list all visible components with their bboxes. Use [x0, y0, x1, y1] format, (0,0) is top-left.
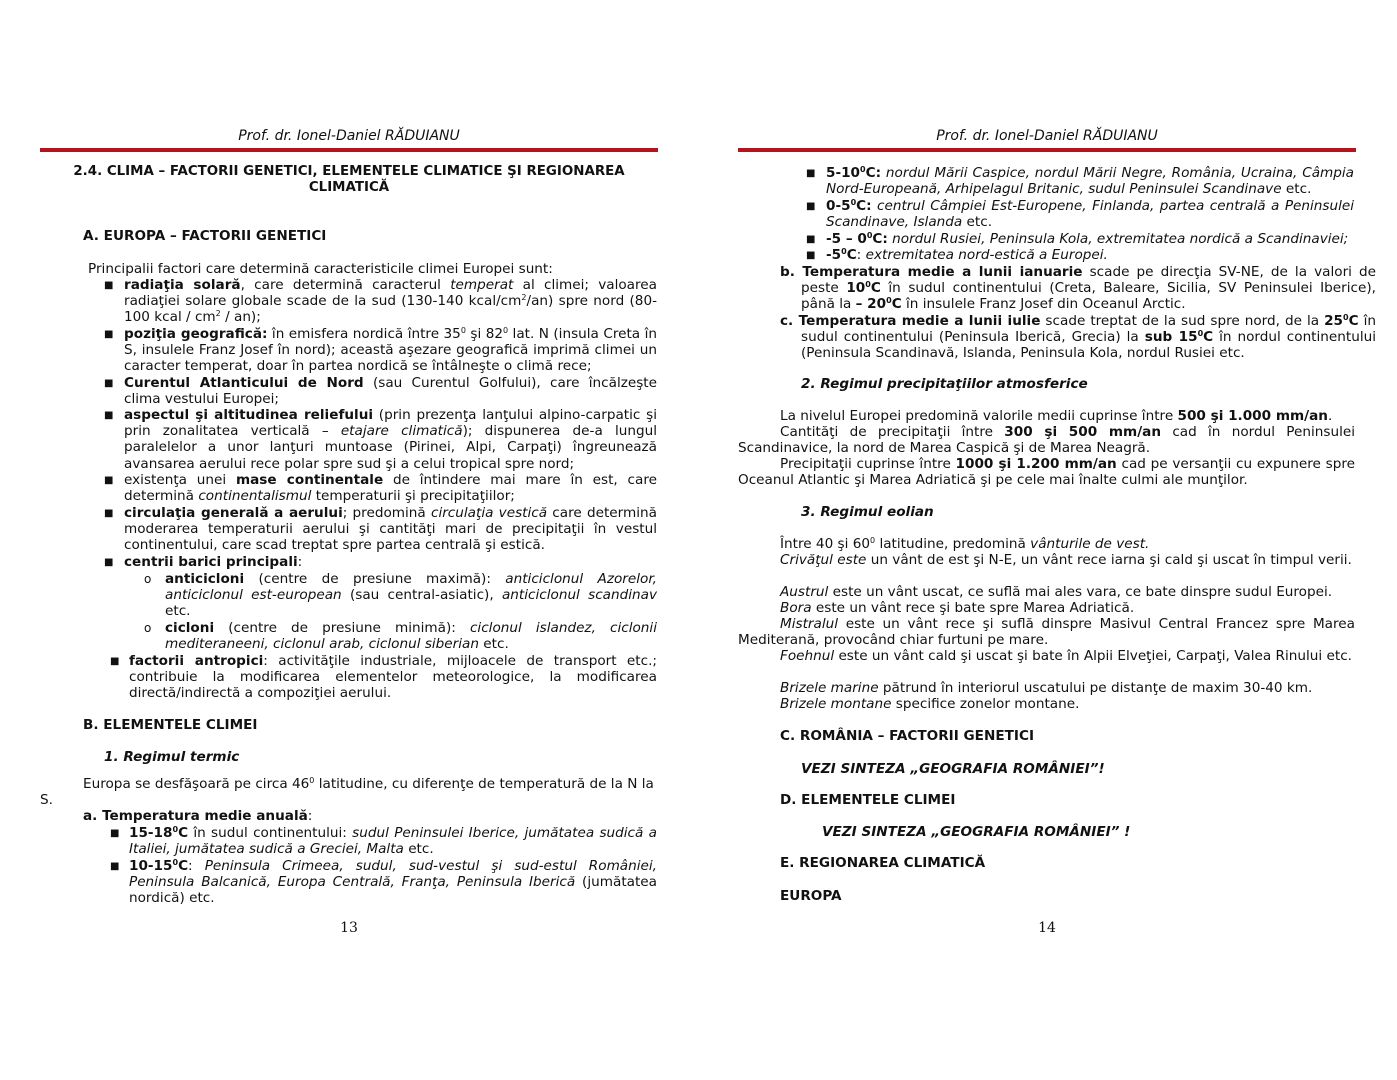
term: poziţia geografică:: [124, 326, 268, 342]
unit: C: [178, 858, 189, 874]
page-number: 13: [340, 920, 358, 936]
section-b-heading: B. ELEMENTELE CLIMEI: [83, 717, 258, 733]
value: 10: [846, 280, 866, 297]
text: cad în nordul Peninsulei Scandinavice, la nord de Marea Caspică şi de Marea Neagră.: [738, 424, 1355, 457]
text: pătrund în interiorul uscatului pe distanţe de maxim 30-40 km.: [878, 680, 1313, 696]
text: şi 82: [465, 326, 503, 342]
text: de întindere mai mare în est, care determină: [124, 472, 657, 505]
text: specifice zonelor montane.: [891, 696, 1080, 712]
text: Între 40 şi 60: [780, 536, 871, 552]
text: Precipitaţii cuprinse între: [780, 456, 956, 472]
value: 0-5: [826, 198, 851, 214]
header-rule: [40, 148, 658, 152]
unit: C: [891, 296, 902, 313]
term: anticicloni: [165, 571, 245, 587]
value: 300 şi 500 mm/an: [1004, 424, 1162, 440]
bullet-icon: ■: [104, 280, 114, 291]
text: (sau Curentul Golfului), care încălzeşte clima vestului Europei;: [124, 375, 657, 408]
factor-air-circulation: [124, 505, 657, 554]
text: în emisfera nordică între 35: [267, 326, 461, 342]
text: existenţa unei: [124, 472, 236, 488]
value: 5-10: [826, 165, 861, 181]
text: în sudul continentului (Creta, Baleare, Sicilia, SV Peninsulei Iberice), până la: [801, 280, 1376, 313]
term: circulaţia generală a aerului: [124, 505, 343, 521]
bullet-icon: ■: [104, 329, 114, 340]
wind-mistral: [738, 616, 1355, 648]
text: (centre de presiune maximă):: [244, 571, 506, 587]
cyclones-item: [165, 620, 657, 652]
wind-austru: [780, 584, 1355, 600]
wind-crivat: [780, 552, 1355, 568]
emphasis: continentalismul: [198, 488, 312, 505]
emphasis: ciclonul islandez, ciclonii mediteraneeni, ciclonul arab, ciclonul siberian: [165, 620, 657, 653]
bullet-icon: ■: [110, 828, 120, 839]
text: latitudine, predomină: [875, 536, 1031, 552]
text: în sudul continentului (Peninsula Iberică, Grecia) la: [801, 313, 1376, 346]
text: care determină moderarea temperaturii aerului şi cantităţi mari de precipitaţii în vestul continentului, care scad treptat spre partea centrală şi estică.: [124, 505, 657, 554]
term: factorii antropici: [129, 653, 264, 669]
emphasis: circulaţia vestică: [430, 505, 548, 521]
value: 10-15: [129, 858, 173, 874]
term: radiaţia solară: [124, 277, 241, 293]
text: este un vânt uscat, ce suflă mai ales vara, ce bate dinspre sudul Europei.: [828, 584, 1333, 600]
term: aspectul şi altitudinea reliefului: [124, 407, 374, 423]
emphasis: vânturile de vest.: [1030, 536, 1150, 552]
unit: C: [846, 247, 857, 263]
superscript: 2: [215, 309, 221, 319]
unit: C: [1203, 329, 1214, 346]
text: etc.: [962, 214, 993, 231]
term: Curentul Atlanticului de Nord: [124, 375, 364, 391]
factor-gulf-stream: [124, 375, 657, 407]
text: :: [856, 247, 866, 263]
section-a-heading: A. EUROPA – FACTORII GENETICI: [83, 228, 327, 244]
temperature-minus5: [826, 247, 1354, 263]
text: scade pe direcţia SV-NE, de la valori de peste: [801, 264, 1377, 297]
text: : activităţile industriale, mijloacele de transport etc.; contribuie la modificarea elementelor meteorologice, la modificarea directă/indirectă a compoziţiei aerului.: [129, 653, 657, 702]
superscript: 2: [521, 293, 527, 303]
emphasis: nordul Mării Caspice, nordul Mării Negre, România, Ucraina, Câmpia Nord-Europeană, Arhipelagul Britanic, sudul Peninsulei Scandinave: [826, 165, 1354, 198]
text: ; predomină: [342, 505, 431, 521]
factor-geographic-position: [124, 326, 657, 375]
text: etc.: [1281, 181, 1312, 198]
precipitation-paragraph-3: [738, 456, 1355, 488]
anticyclones-item: [165, 571, 657, 620]
value: – 20: [855, 296, 887, 313]
text: :: [307, 808, 313, 824]
superscript: 0: [460, 326, 466, 335]
wind-name: Brizele marine: [780, 680, 879, 696]
factor-relief: [124, 407, 657, 472]
text: cad pe versanţii cu expunere spre Oceanul Atlantic şi Marea Adriatică şi pe cele mai înalte culmi ale munţilor.: [738, 456, 1355, 489]
text: în nordul continentului (Peninsula Scandinavă, Islanda, Peninsula Kola, nordul Rusiei etc.: [801, 329, 1377, 362]
text: un vânt de est şi N-E, un vânt rece iarna şi cald şi uscat în timpul verii.: [866, 552, 1352, 568]
superscript: 0: [172, 825, 179, 834]
text: este un vânt cald şi uscat şi bate în Alpii Elveţiei, Carpaţi, Valea Rinului etc.: [834, 648, 1352, 664]
text: este un vânt rece şi bate spre Marea Adriatică.: [811, 600, 1135, 616]
europe-latitude-line-end: S.: [40, 792, 53, 808]
bullet-icon: ■: [104, 508, 114, 519]
value: 25: [1324, 313, 1344, 329]
bullet-icon: ■: [806, 201, 816, 212]
annual-temperature-heading: [83, 808, 312, 824]
text: scade treptat de la sud spre nord, de la: [1040, 313, 1325, 329]
unit: C: [178, 825, 189, 841]
wind-name: Crivăţul este: [780, 552, 867, 568]
wind-foehn: [780, 648, 1355, 664]
text: etc.: [478, 636, 509, 653]
unit: C:: [865, 165, 882, 181]
factor-solar-radiation: [124, 277, 657, 326]
page-header: Prof. dr. Ionel-Daniel RĂDUIANU: [238, 128, 460, 144]
superscript: 0: [866, 231, 873, 240]
value: 15-18: [129, 825, 173, 841]
emphasis: extremitatea nord-estică a Europei.: [865, 247, 1108, 263]
superscript: 0: [1343, 313, 1349, 322]
title-line-2: CLIMATICĂ: [308, 180, 390, 196]
wind-bora: [780, 600, 1355, 616]
emphasis: anticiclonul Azorelor, anticiclonul est-european: [165, 571, 657, 604]
text: , care determină caracterul: [240, 277, 451, 293]
temperature-minus5-0: [826, 231, 1354, 247]
unit: C: [1348, 313, 1359, 329]
text: în sudul continentului:: [188, 825, 353, 841]
sea-breezes: [780, 680, 1355, 696]
superscript: 0: [870, 536, 876, 545]
term: c. Temperatura medie a lunii iulie: [780, 313, 1041, 329]
text: /an) spre nord (80-100 kcal / cm: [124, 293, 657, 326]
emphasis: nordul Rusiei, Peninsula Kola, extremitatea nordică a Scandinaviei;: [887, 231, 1349, 247]
unit: C:: [856, 198, 872, 214]
text: (centre de presiune minimă):: [214, 620, 470, 636]
wind-name: Brizele montane: [780, 696, 892, 712]
section-e-heading: E. REGIONAREA CLIMATICĂ: [780, 855, 986, 871]
term: mase continentale: [235, 472, 384, 488]
factor-anthropic: [129, 653, 657, 702]
chapter-title: [40, 164, 658, 196]
text: (sau central-asiatic),: [341, 587, 502, 604]
right-page: [698, 0, 1397, 1080]
superscript: 0: [860, 165, 866, 174]
wind-name: Mistralul: [780, 616, 839, 632]
emphasis: temperat: [450, 277, 514, 293]
unit: C:: [872, 231, 888, 247]
text: Cantităţi de precipitaţii între: [780, 424, 1005, 440]
text: Europa se desfăşoară pe circa 46: [83, 776, 310, 792]
superscript: 0: [850, 198, 857, 207]
bullet-icon: ■: [806, 234, 816, 245]
emphasis: sudul Peninsulei Iberice, jumătatea sudică a Italiei, jumătatea sudică a Greciei, Malta: [129, 825, 657, 858]
see-synthesis-note-1: VEZI SINTEZA „GEOGRAFIA ROMÂNIEI”!: [801, 761, 1105, 777]
circle-bullet-icon: o: [144, 621, 152, 635]
bullet-icon: ■: [104, 557, 114, 568]
temperature-0-5: [826, 198, 1354, 230]
text: :: [297, 554, 303, 570]
july-temperature: [780, 313, 1376, 362]
left-page: [0, 0, 698, 1080]
wind-name: Austrul: [780, 584, 829, 600]
text: al climei; valoarea radiaţiei solare globale scade de la sud (130-140 kcal/cm: [124, 277, 657, 310]
superscript: 0: [503, 326, 509, 335]
text: / an);: [220, 309, 261, 326]
value: 500 şi 1.000 mm/an: [1177, 408, 1328, 424]
subheading-precipitation: 2. Regimul precipitaţiilor atmosferice: [801, 376, 1088, 392]
term: a. Temperatura medie anuală: [83, 808, 308, 824]
text: este un vânt rece şi suflă dinspre Masivul Central Francez spre Marea Mediterană, provocând chiar furtuni pe mare.: [738, 616, 1355, 649]
value: -5: [826, 247, 842, 263]
emphasis: anticiclonul scandinav: [501, 587, 658, 604]
header-rule: [738, 148, 1356, 152]
factor-continental-mass: [124, 472, 657, 504]
superscript: 0: [309, 776, 315, 785]
westerlies-line: [780, 536, 1149, 552]
text: ); dispunerea de-a lungul paralelelor a unor lanţuri muntoase (Pirinei, Alpi, Carpaţi) îngreunează avansarea aerului rece polar spre sud şi a celui tropical spre nord;: [124, 423, 657, 472]
europe-latitude-line: [83, 776, 657, 792]
emphasis: etajare climatică: [340, 423, 463, 440]
mountain-breezes: [780, 696, 1355, 712]
unit: C: [870, 280, 881, 297]
bullet-icon: ■: [806, 250, 816, 261]
text: latitudine, cu diferenţe de temperatură de la N la: [314, 776, 654, 792]
wind-name: Bora: [780, 600, 812, 616]
bullet-icon: ■: [104, 378, 114, 389]
circle-bullet-icon: o: [144, 572, 152, 586]
text: :: [188, 858, 205, 874]
value: -5 – 0: [826, 231, 867, 247]
europa-heading: EUROPA: [780, 888, 842, 904]
temperature-15-18: [129, 825, 657, 857]
term: centrii barici principali: [124, 554, 298, 570]
superscript: 0: [1197, 329, 1204, 339]
title-line-1: 2.4. CLIMA – FACTORII GENETICI, ELEMENTELE CLIMATICE ŞI REGIONAREA: [73, 164, 625, 179]
see-synthesis-note-2: VEZI SINTEZA „GEOGRAFIA ROMÂNIEI” !: [822, 824, 1131, 840]
superscript: 0: [886, 296, 892, 306]
page-number: 14: [1038, 920, 1056, 936]
precipitation-paragraph-2: [738, 424, 1355, 456]
term: b. Temperatura medie a lunii ianuarie: [780, 264, 1083, 280]
wind-name: Foehnul: [780, 648, 835, 664]
page-header: Prof. dr. Ionel-Daniel RĂDUIANU: [936, 128, 1158, 144]
subheading-wind-regime: 3. Regimul eolian: [801, 504, 934, 520]
bullet-icon: ■: [806, 168, 816, 179]
text: La nivelul Europei predomină valorile medii cuprinse între: [780, 408, 1178, 424]
superscript: 0: [841, 247, 847, 256]
section-d-heading: D. ELEMENTELE CLIMEI: [780, 792, 956, 808]
bullet-icon: ■: [104, 475, 114, 486]
section-c-heading: C. ROMÂNIA – FACTORII GENETICI: [780, 728, 1034, 744]
january-temperature: [780, 264, 1376, 313]
text: în insulele Franz Josef din Oceanul Arctic.: [901, 296, 1186, 313]
text: lat. N (insula Creta în S, insulele Franz Josef în nord); această aşezare geografică imprimă climei un caracter temperat, doar în partea nordică se întâlneşte o climă rece;: [124, 326, 657, 375]
text: (jumătatea nordică) etc.: [129, 874, 658, 907]
temperature-10-15: [129, 858, 657, 907]
bullet-icon: ■: [110, 656, 120, 667]
factor-pressure-centers: [124, 554, 657, 570]
precipitation-paragraph-1: [738, 408, 1355, 424]
text: etc.: [403, 841, 434, 858]
value: 1000 şi 1.200 mm/an: [955, 456, 1117, 472]
bullet-icon: ■: [110, 861, 120, 872]
term: cicloni: [165, 620, 215, 636]
subheading-thermal-regime: 1. Regimul termic: [104, 749, 240, 765]
emphasis: Peninsula Crimeea, sudul, sud-vestul şi sud-estul României, Peninsula Balcanică, Europa Centrală, Franţa, Peninsula Iberică: [129, 858, 657, 891]
emphasis: centrul Câmpiei Est-Europene, Finlanda, partea centrală a Peninsulei Scandinave, Islanda: [826, 198, 1354, 231]
text: .: [1327, 408, 1333, 424]
bullet-icon: ■: [104, 410, 114, 421]
superscript: 0: [865, 280, 871, 290]
text: etc.: [165, 603, 191, 620]
intro-paragraph: Principalii factori care determină caracteristicile climei Europei sunt:: [88, 261, 553, 277]
superscript: 0: [172, 858, 179, 867]
temperature-5-10: [826, 165, 1354, 197]
text: (prin prezenţa lanţului alpino-carpatic şi prin zonalitatea verticală –: [124, 407, 657, 440]
value: sub 15: [1144, 329, 1198, 346]
text: temperaturii şi precipitaţiilor;: [311, 488, 515, 505]
